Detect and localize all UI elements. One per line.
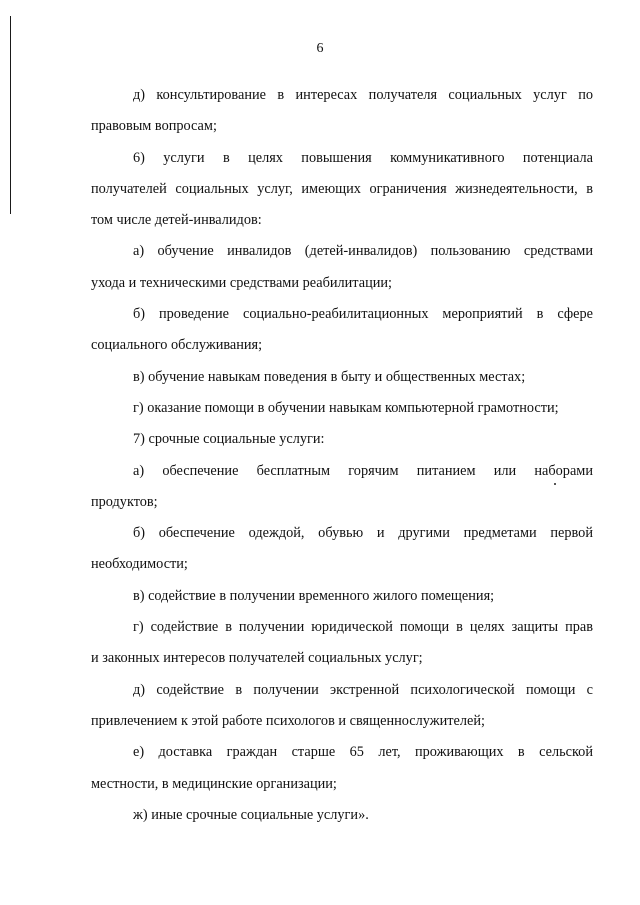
text-line: а) обучение инвалидов (детей-инвалидов) пользованию средствами	[133, 243, 593, 260]
document-body	[91, 80, 593, 831]
text-line: привлечением к этой работе психологов и священнослужителей;	[91, 712, 485, 729]
text-line: д) содействие в получении экстренной психологической помощи с	[133, 681, 593, 698]
text-line: ж) иные срочные социальные услуги».	[133, 806, 369, 823]
paragraph	[91, 236, 593, 299]
paragraph	[91, 518, 593, 581]
paragraph	[91, 581, 593, 612]
paragraph	[91, 80, 593, 143]
text-line: в) содействие в получении временного жилого помещения;	[133, 587, 495, 604]
paragraph	[91, 362, 593, 393]
text-line: местности, в медицинские организации;	[91, 775, 337, 792]
text-line: получателей социальных услуг, имеющих ограничения жизнедеятельности, в	[91, 180, 593, 197]
text-line: необходимости;	[91, 556, 188, 573]
paragraph	[91, 612, 593, 675]
scan-speck	[554, 483, 556, 485]
paragraph	[91, 424, 593, 455]
paragraph	[91, 299, 593, 362]
page-number: 6	[316, 41, 324, 56]
text-line: б) проведение социально-реабилитационных мероприятий в сфере	[133, 306, 593, 323]
text-line: в) обучение навыкам поведения в быту и общественных местах;	[133, 368, 526, 385]
paragraph	[91, 143, 593, 237]
text-line: 6) услуги в целях повышения коммуникативного потенциала	[133, 149, 593, 166]
text-line: г) содействие в получении юридической помощи в целях защиты прав	[133, 619, 593, 636]
text-line: 7) срочные социальные услуги:	[133, 431, 325, 448]
text-line: правовым вопросам;	[91, 118, 217, 135]
text-line: том числе детей-инвалидов:	[91, 212, 262, 229]
text-line: г) оказание помощи в обучении навыкам компьютерной грамотности;	[133, 399, 559, 416]
paragraph	[91, 393, 593, 424]
paragraph	[91, 675, 593, 738]
text-line: б) обеспечение одеждой, обувью и другими предметами первой	[133, 525, 593, 542]
text-line: е) доставка граждан старше 65 лет, проживающих в сельской	[133, 744, 593, 761]
paragraph	[91, 800, 593, 831]
text-line: ухода и техническими средствами реабилитации;	[91, 274, 392, 291]
text-line: продуктов;	[91, 493, 158, 510]
text-line: социального обслуживания;	[91, 337, 263, 354]
text-line: а) обеспечение бесплатным горячим питанием или наборами	[133, 462, 593, 479]
paragraph	[91, 456, 593, 519]
paragraph	[91, 737, 593, 800]
text-line: и законных интересов получателей социальных услуг;	[91, 650, 423, 667]
text-line: д) консультирование в интересах получателя социальных услуг по	[133, 87, 593, 103]
